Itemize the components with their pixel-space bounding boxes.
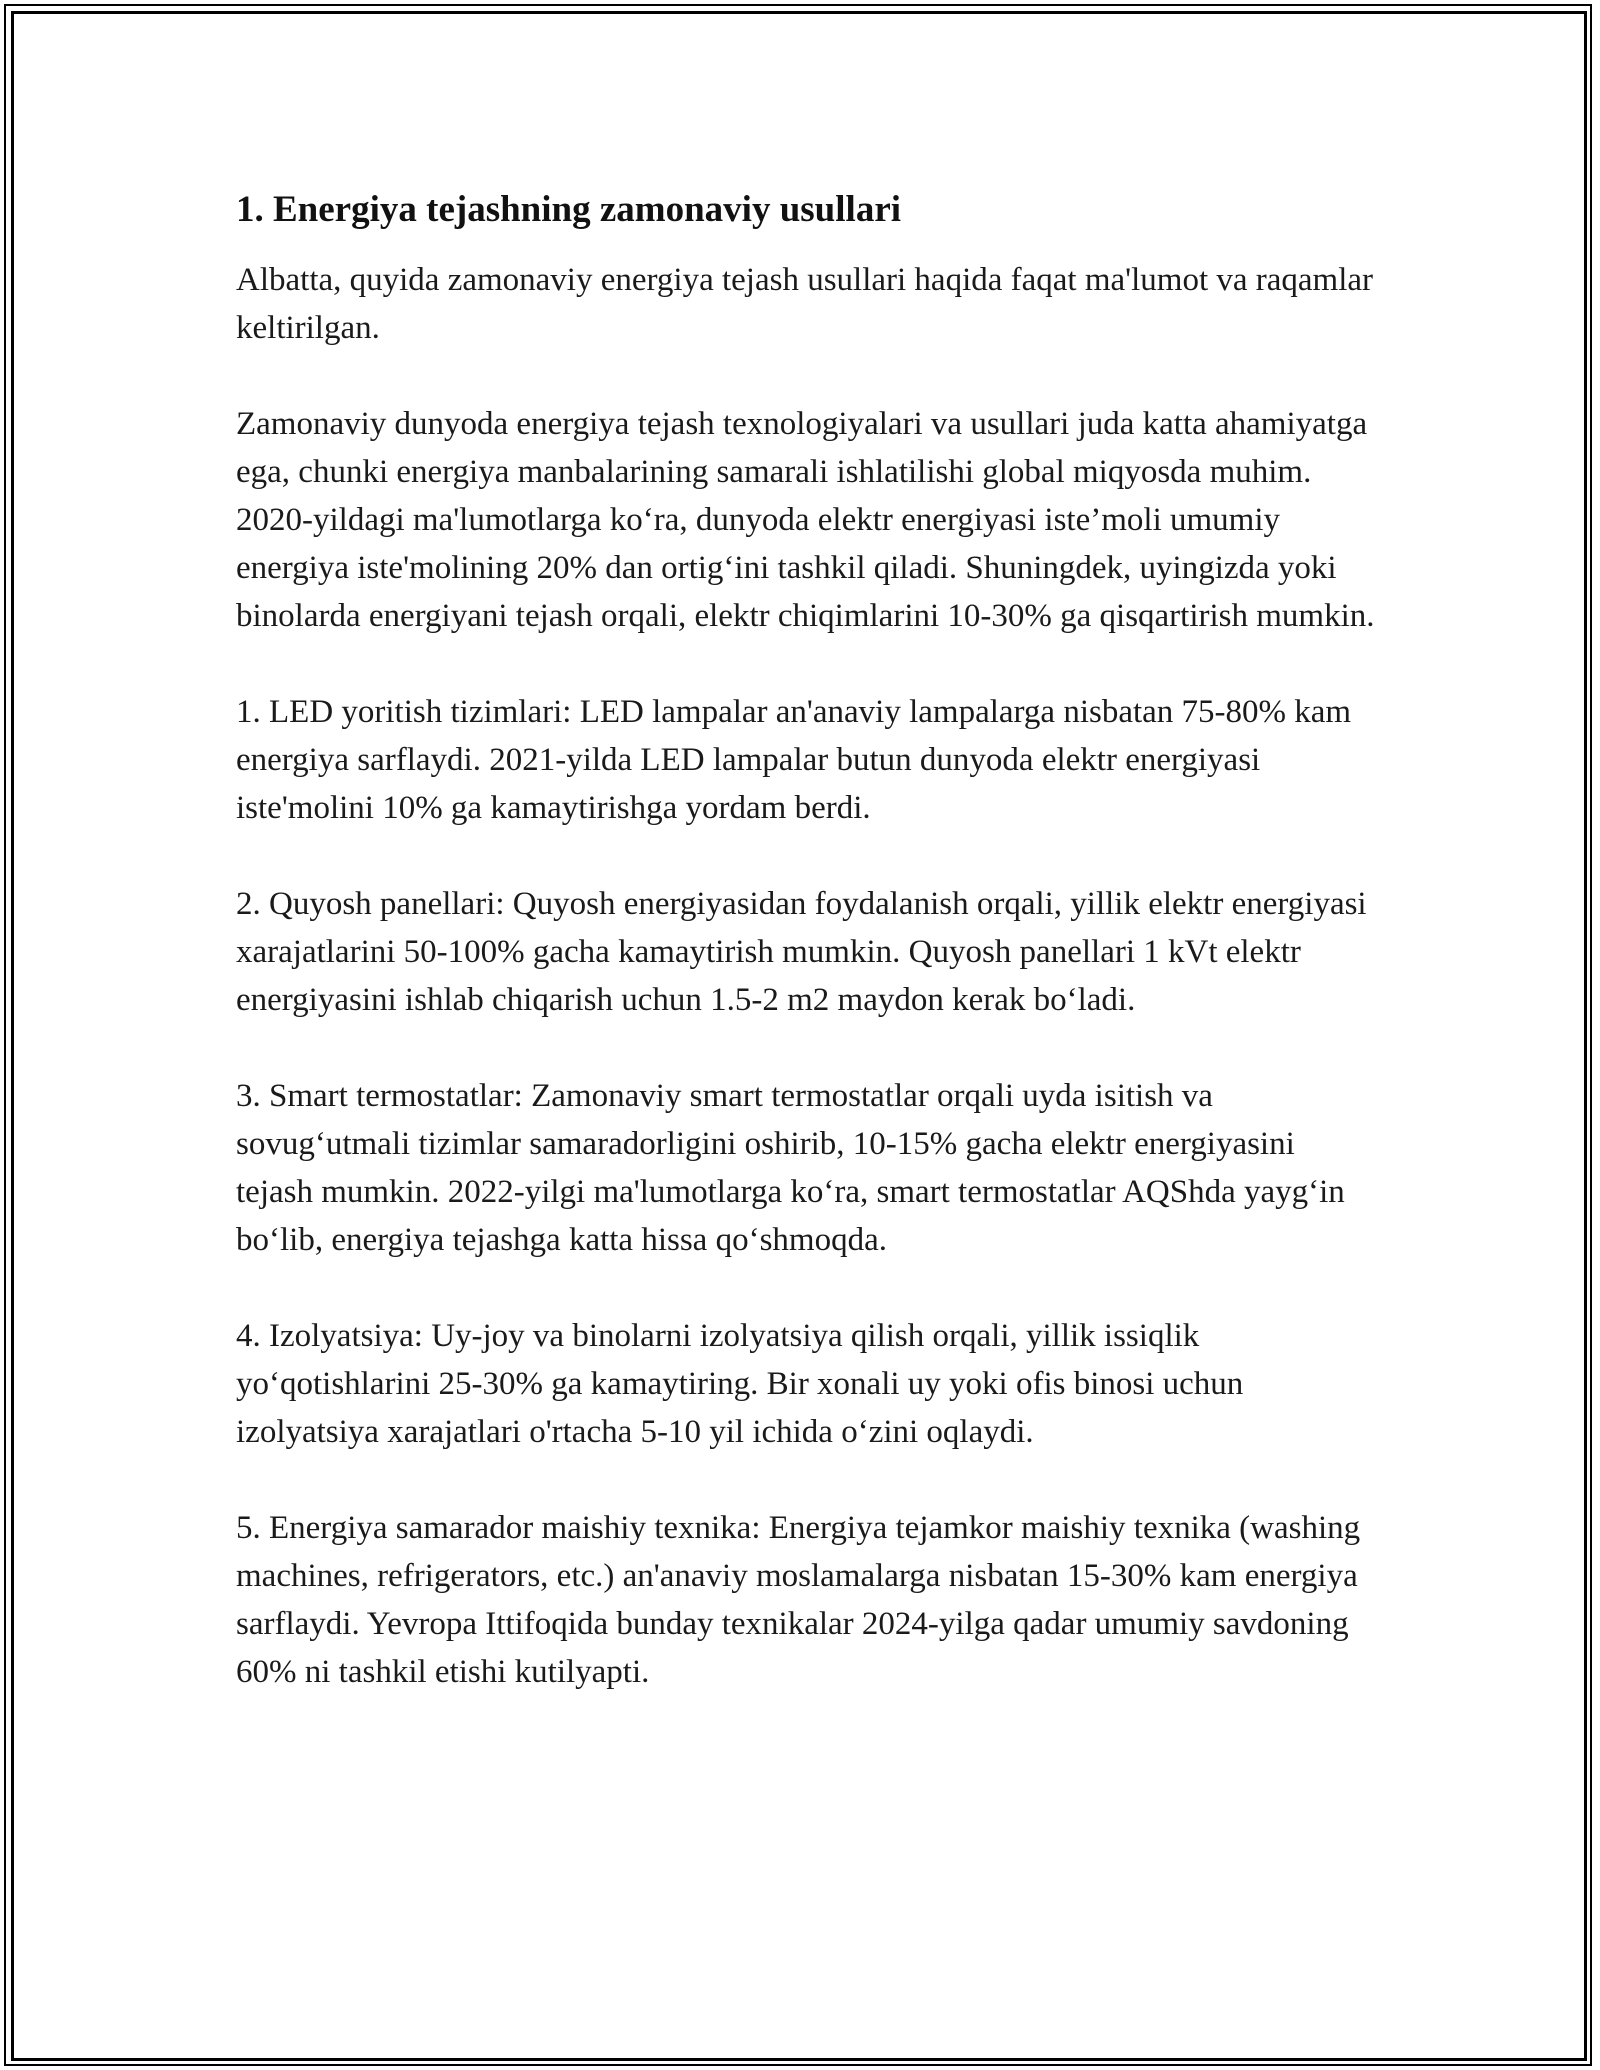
item-led-lighting: 1. LED yoritish tizimlari: LED lampalar an'anaviy lampalarga nisbatan 75-80% kam energiya sarflaydi. 2021-yilda LED lampalar butun dunyoda elektr energiyasi iste'molini 10% ga kamaytirishga yordam berdi. <box>236 694 1352 826</box>
context-paragraph: Zamonaviy dunyoda energiya tejash texnologiyalari va usullari juda katta ahamiyatga ega, chunki energiya manbalarining samarali ishlatilishi global miqyosda muhim. 2020-yildagi ma'lumotlarga koʻra, dunyoda elektr energiyasi iste’moli umumiy energiya iste'molining 20% dan ortigʻini tashkil qiladi. Shuningdek, uyingizda yoki binolarda energiyani tejash orqali, elektr chiqimlarini 10-30% ga qisqartirish mumkin. <box>236 406 1375 634</box>
document-title: 1. Energiya tejashning zamonaviy usullari <box>236 189 902 230</box>
item-solar-panels: 2. Quyosh panellari: Quyosh energiyasidan foydalanish orqali, yillik elektr energiyasi xarajatlarini 50-100% gacha kamaytirish mumkin. Quyosh panellari 1 kVt elektr energiyasini ishlab chiqarish uchun 1.5-2 m2 maydon kerak boʻladi. <box>236 886 1367 1018</box>
item-efficient-appliances: 5. Energiya samarador maishiy texnika: Energiya tejamkor maishiy texnika (washing machines, refrigerators, etc.) an'anaviy moslamalarga nisbatan 15-30% kam energiya sarflaydi. Yevropa Ittifoqida bunday texnikalar 2024-yilga qadar umumiy savdoning 60% ni tashkil etishi kutilyapti. <box>236 1510 1361 1690</box>
item-insulation: 4. Izolyatsiya: Uy-joy va binolarni izolyatsiya qilish orqali, yillik issiqlik yoʻqotishlarini 25-30% ga kamaytiring. Bir xonali uy yoki ofis binosi uchun izolyatsiya xarajatlari o'rtacha 5-10 yil ichida oʻzini oqlaydi. <box>236 1318 1244 1450</box>
item-smart-thermostats: 3. Smart termostatlar: Zamonaviy smart termostatlar orqali uyda isitish va sovugʻutmali tizimlar samaradorligini oshirib, 10-15% gacha elektr energiyasini tejash mumkin. 2022-yilgi ma'lumotlarga koʻra, smart termostatlar AQShda yaygʻin boʻlib, energiya tejashga katta hissa qoʻshmoqda. <box>236 1078 1345 1258</box>
intro-paragraph: Albatta, quyida zamonaviy energiya tejash usullari haqida faqat ma'lumot va raqamlar keltirilgan. <box>236 262 1374 346</box>
document-body <box>236 186 1376 1696</box>
